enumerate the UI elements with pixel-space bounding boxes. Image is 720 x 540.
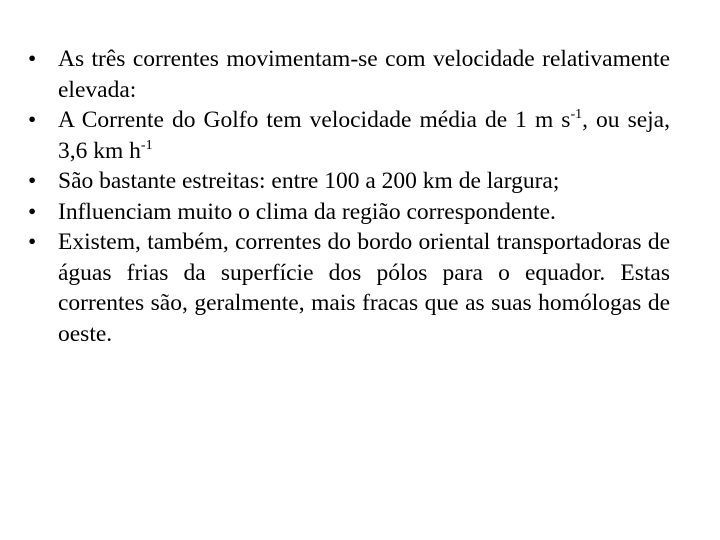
bullet-text: [58, 107, 670, 164]
superscript: -1: [570, 107, 583, 122]
bullet-dot-icon: •: [28, 229, 37, 255]
bullet-text-part: A Corrente do Golfo tem velocidade média de 1 m s: [58, 107, 571, 133]
bullet-text: Existem, também, correntes do bordo oriental transportadoras de águas frias da superfície dos pólos para o equador. Estas correntes são, geralmente, mais fracas que as suas homólogas de oeste.: [58, 229, 670, 347]
bullet-text: Influenciam muito o clima da região correspondente.: [58, 198, 556, 225]
bullet-dot-icon: •: [28, 46, 37, 72]
bullet-item-2: [28, 105, 670, 166]
bullet-item-4: [28, 197, 670, 228]
bullet-dot-icon: •: [28, 198, 37, 225]
bullet-item-3: [28, 166, 670, 197]
superscript: -1: [140, 137, 153, 153]
bullet-list: [28, 44, 670, 349]
bullet-item-1: [28, 44, 670, 105]
bullet-item-5: [28, 227, 670, 349]
bullet-text: As três correntes movimentam-se com velocidade relativamente elevada:: [58, 46, 670, 103]
bullet-text: São bastante estreitas: entre 100 a 200 km de largura;: [58, 168, 560, 194]
bullet-text-part: , ou seja, 3,6 km h: [58, 107, 670, 164]
bullet-dot-icon: •: [28, 107, 37, 133]
bullet-dot-icon: •: [28, 168, 37, 194]
